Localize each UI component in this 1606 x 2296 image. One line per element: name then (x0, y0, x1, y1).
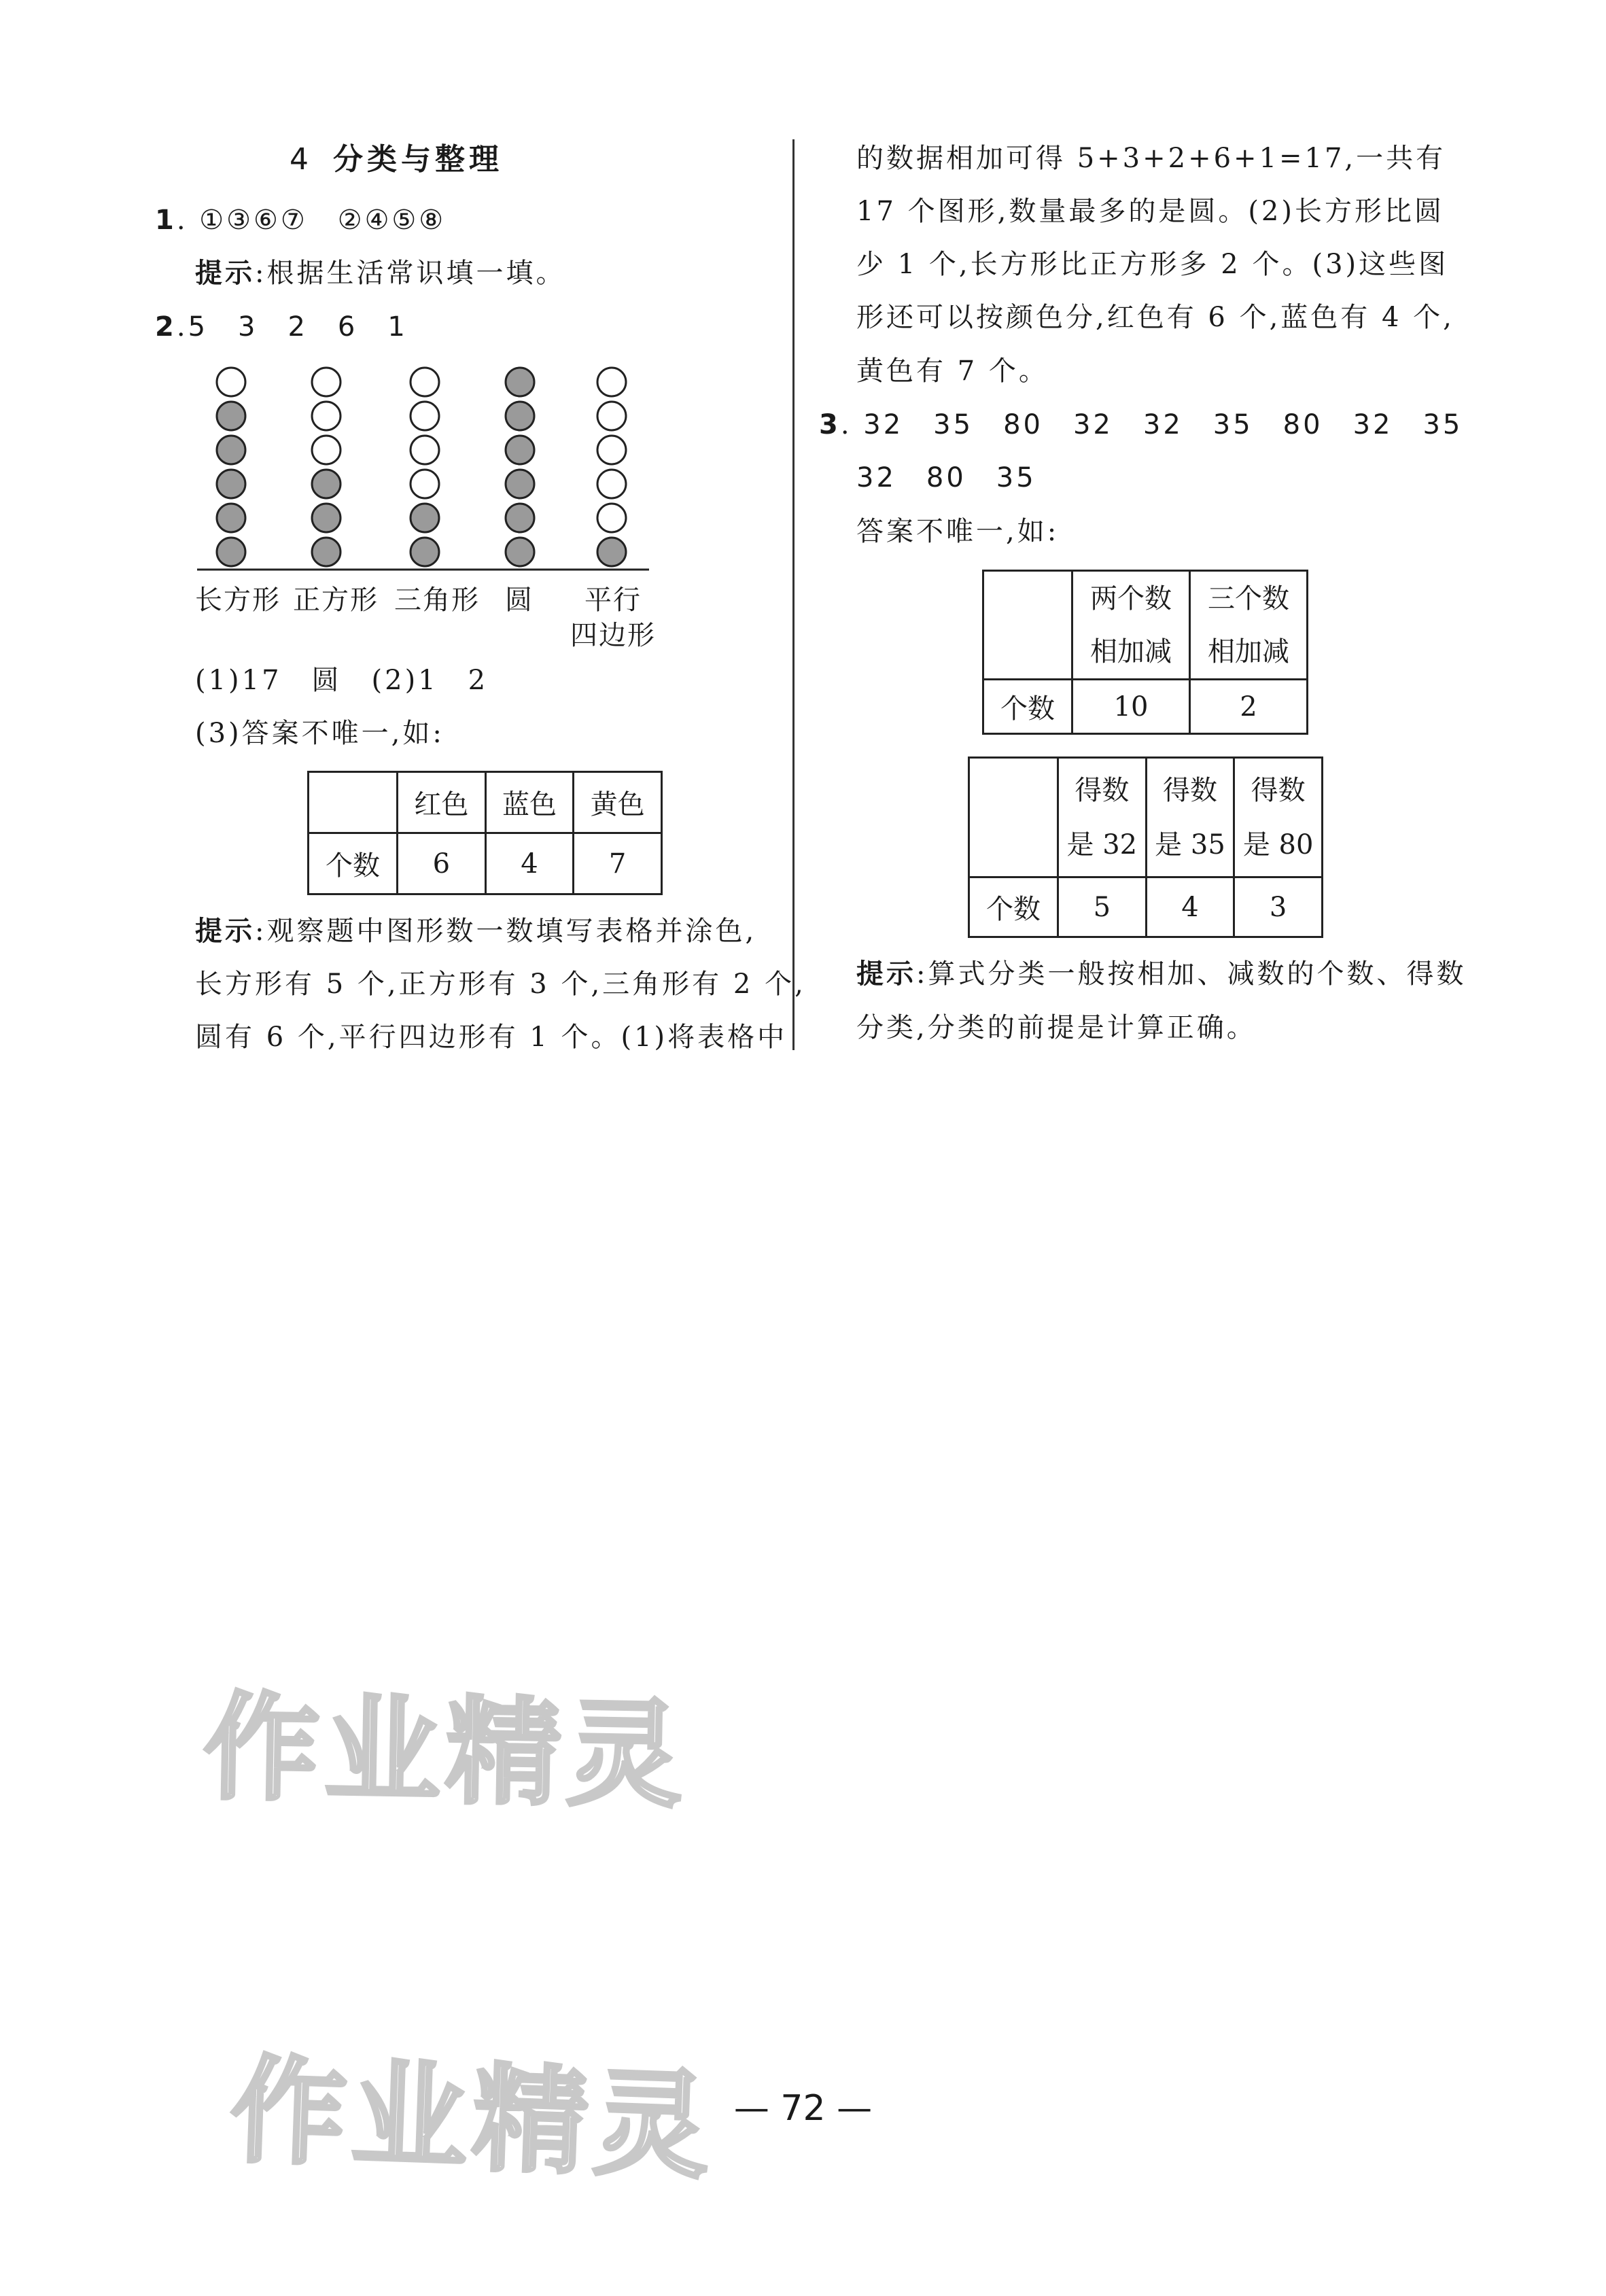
op-table-header-three: 三个数 相加减 (1190, 571, 1308, 680)
filled-bead (506, 470, 534, 498)
filled-bead (217, 538, 245, 566)
section-title-text: 分类与整理 (333, 142, 503, 177)
filled-bead (506, 538, 534, 566)
empty-bead (217, 368, 245, 396)
column-divider (792, 139, 795, 1050)
op-table-header-two: 两个数 相加减 (1072, 571, 1190, 680)
filled-bead (597, 538, 626, 566)
color-table-row-label: 个数 (309, 833, 398, 894)
filled-bead (217, 436, 245, 464)
filled-bead (312, 538, 341, 566)
color-table-header-yellow: 黄色 (574, 772, 662, 833)
q2-hint-line-1 (195, 912, 756, 950)
right-cont-line-4: 形还可以按颜色分,红色有 6 个,蓝色有 4 个, (856, 302, 1454, 333)
shape-count-chart (197, 353, 659, 571)
empty-bead (312, 436, 341, 464)
filled-bead (506, 368, 534, 396)
filled-bead (506, 402, 534, 430)
empty-bead (597, 402, 626, 430)
empty-bead (597, 436, 626, 464)
q3-hint-text-1: :算式分类一般按相加、减数的个数、得数 (916, 958, 1467, 990)
shape-label: 三角形 (394, 585, 480, 616)
q3-hint-label: 提示 (856, 958, 916, 990)
q2-answer: 5 3 2 6 1 (188, 311, 408, 343)
q1-dot: . (176, 205, 188, 236)
result-table-header-35: 得数 是 35 (1146, 758, 1234, 877)
empty-bead (411, 368, 439, 396)
empty-bead (597, 368, 626, 396)
color-table-header-red: 红色 (398, 772, 486, 833)
q3-dot: . (840, 409, 852, 440)
filled-bead (312, 504, 341, 532)
result-table-row-label: 个数 (969, 877, 1058, 937)
section-title (0, 139, 792, 180)
q1-number: 1 (155, 205, 177, 236)
q3-hint-line-1 (856, 955, 1466, 993)
shape-label: 长方形 (195, 585, 281, 616)
op-table-row-label: 个数 (983, 680, 1072, 734)
empty-bead (411, 436, 439, 464)
result-table-header-32: 得数 是 32 (1058, 758, 1147, 877)
shape-label: 平行 (584, 585, 642, 616)
filled-bead (411, 504, 439, 532)
empty-bead (312, 368, 341, 396)
q2-sub3: (3)答案不唯一,如: (195, 718, 444, 749)
q1-hint-label: 提示 (195, 258, 255, 289)
page-number: — 72 — (733, 2088, 873, 2129)
q2-hint-line-3: 圆有 6 个,平行四边形有 1 个。(1)将表格中 (195, 1022, 788, 1053)
q3-answer-line-2: 32 80 35 (856, 462, 1036, 493)
filled-bead (506, 504, 534, 532)
color-table-corner (309, 772, 398, 833)
right-cont-line-3: 少 1 个,长方形比正方形多 2 个。(3)这些图 (856, 249, 1449, 280)
empty-bead (597, 470, 626, 498)
empty-bead (411, 402, 439, 430)
result-table-value-35: 4 (1146, 877, 1234, 937)
shape-label: 圆 (505, 585, 534, 616)
q3-note: 答案不唯一,如: (856, 516, 1060, 547)
q1-hint-text: :根据生活常识填一填。 (255, 258, 566, 289)
q2-number: 2 (155, 311, 177, 343)
filled-bead (217, 402, 245, 430)
q2-hint-text-1: :观察题中图形数一数填写表格并涂色, (255, 916, 757, 947)
section-number: 4 (290, 142, 313, 177)
color-count-table (307, 771, 663, 895)
q3-hint-line-2: 分类,分类的前提是计算正确。 (856, 1012, 1257, 1043)
q2-hint-label: 提示 (195, 916, 255, 947)
q3-answer-1: 32 35 80 32 32 35 80 32 35 (863, 409, 1463, 440)
right-cont-line-5: 黄色有 7 个。 (856, 355, 1049, 387)
result-table-value-80: 3 (1234, 877, 1323, 937)
result-table-header-80: 得数 是 80 (1234, 758, 1323, 877)
filled-bead (312, 470, 341, 498)
q3-number: 3 (819, 409, 841, 440)
op-table-value-two: 10 (1072, 680, 1190, 734)
color-table-value-blue: 4 (485, 833, 574, 894)
operation-count-table (982, 570, 1308, 735)
q1-hint (195, 254, 565, 292)
op-table-corner (983, 571, 1072, 680)
color-table-header-blue: 蓝色 (485, 772, 574, 833)
filled-bead (217, 504, 245, 532)
q1-answer: ①③⑥⑦ ②④⑤⑧ (199, 205, 447, 236)
empty-bead (411, 470, 439, 498)
empty-bead (312, 402, 341, 430)
filled-bead (217, 470, 245, 498)
watermark-1: 作业精灵 (203, 1680, 689, 1824)
result-count-table (968, 756, 1323, 938)
q2-sub1: (1)17 圆 (2)1 2 (195, 665, 489, 696)
q2-answer-line (155, 308, 408, 346)
op-table-value-three: 2 (1190, 680, 1308, 734)
shape-label: 四边形 (570, 620, 656, 651)
q2-dot: . (176, 311, 188, 343)
filled-bead (411, 538, 439, 566)
q2-hint-line-2: 长方形有 5 个,正方形有 3 个,三角形有 2 个, (195, 969, 806, 1000)
watermark-2: 作业精灵 (228, 2043, 717, 2195)
shape-label: 正方形 (293, 585, 379, 616)
right-cont-line-2: 17 个图形,数量最多的是圆。(2)长方形比圆 (856, 196, 1444, 227)
q3-answer-line-1 (819, 406, 1463, 444)
q1-answer-line (155, 201, 446, 239)
color-table-value-yellow: 7 (574, 833, 662, 894)
color-table-value-red: 6 (398, 833, 486, 894)
result-table-corner (969, 758, 1058, 877)
result-table-value-32: 5 (1058, 877, 1147, 937)
empty-bead (597, 504, 626, 532)
filled-bead (506, 436, 534, 464)
right-cont-line-1: 的数据相加可得 5+3+2+6+1=17,一共有 (856, 143, 1446, 174)
